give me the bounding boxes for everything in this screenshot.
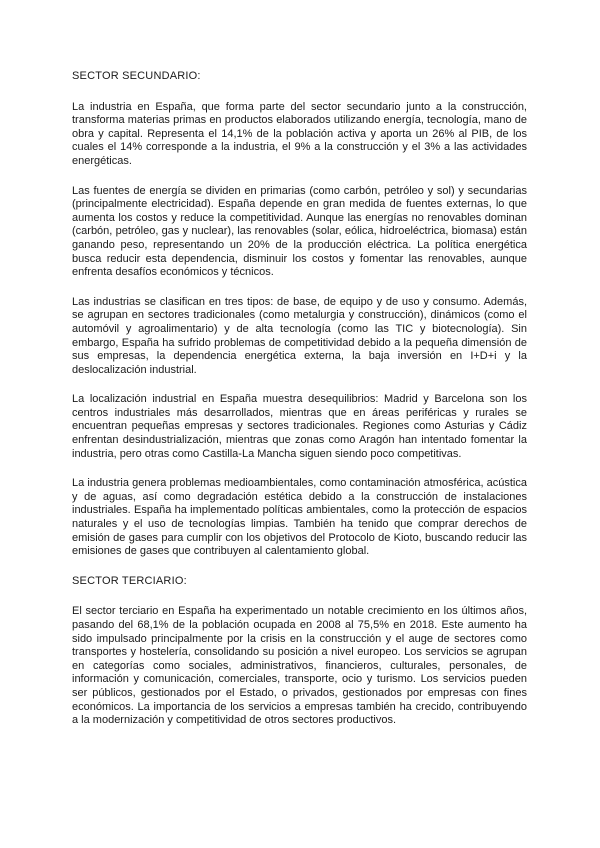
paragraph-terciario: El sector terciario en España ha experimentado un notable crecimiento en los últimos años, pasando del 68,1% de la población ocupada en 2008 al 75,5% en 2018. Este aumento ha sido impulsado principalmente por la crisis en la construcción y el auge de sectores como transportes y hostelería, consolidando su posición a nivel europeo. Los servicios se agrupan en categorías como sociales, administrativos, financieros, culturales, personales, de información y comunicación, comerciales, transporte, ocio y turismo. Los servicios pueden ser públicos, gestionados por el Estado, o privados, gestionados por empresas con fines económicos. La importancia de los servicios a empresas también ha crecido, contribuyendo a la modernización y competitividad de otros sectores productivos. xyxy=(72,605,527,727)
paragraph-energia: Las fuentes de energía se dividen en primarias (como carbón, petróleo y sol) y secundarias (principalmente electricidad). España depende en gran medida de fuentes externas, lo que aumenta los costos y reduce la competitividad. Aunque las energías no renovables dominan (carbón, petróleo, gas y nuclear), las renovables (solar, eólica, hidroeléctrica, biomasa) están ganando peso, representando un 20% de la producción eléctrica. La política energética busca reducir esta dependencia, disminuir los costos y fomentar las renovables, aunque enfrenta desafíos económicos y técnicos. xyxy=(72,184,527,279)
section-title-terciario: SECTOR TERCIARIO: xyxy=(72,574,187,587)
section-title-secundario: SECTOR SECUNDARIO: xyxy=(72,70,201,82)
paragraph-localizacion: La localización industrial en España muestra desequilibrios: Madrid y Barcelona son los centros industriales más desarrollados, mientras que en áreas periféricas y rurales se encuentran pequeñas empresas y sectores tradicionales. Regiones como Asturias y Cádiz enfrentan desindustrialización, mientras que zonas como Aragón han intentado fomentar la industria, pero otras como Castilla-La Mancha siguen siendo poco competitivas. xyxy=(72,393,527,460)
paragraph-industria: La industria en España, que forma parte del sector secundario junto a la construcción, transforma materias primas en productos elaborados utilizando energía, tecnología, mano de obra y capital. Representa el 14,1% de la población activa y aporta un 26% al PIB, de los cuales el 14% corresponde a la industria, el 9% a la construcción y el 3% a las actividades energéticas. xyxy=(72,100,527,167)
document-body xyxy=(72,70,527,744)
paragraph-clasificacion: Las industrias se clasifican en tres tipos: de base, de equipo y de uso y consumo. Además, se agrupan en sectores tradicionales (como metalurgia y construcción), dinámicos (como el automóvil y agroalimentario) y de alta tecnología (como las TIC y biotecnología). Sin embargo, España ha sufrido problemas de competitividad debido a la pequeña dimensión de sus empresas, la dependencia energética externa, la baja inversión en I+D+i y la deslocalización industrial. xyxy=(72,295,527,376)
paragraph-medioambiente: La industria genera problemas medioambientales, como contaminación atmosférica, acústica y de aguas, así como degradación estética debido a la construcción de instalaciones industriales. España ha implementado políticas ambientales, como la protección de espacios naturales y el uso de tecnologías limpias. También ha tenido que comprar derechos de emisión de gases para cumplir con los objetivos del Protocolo de Kioto, buscando reducir las emisiones de gases que contribuyen al calentamiento global. xyxy=(72,477,527,558)
